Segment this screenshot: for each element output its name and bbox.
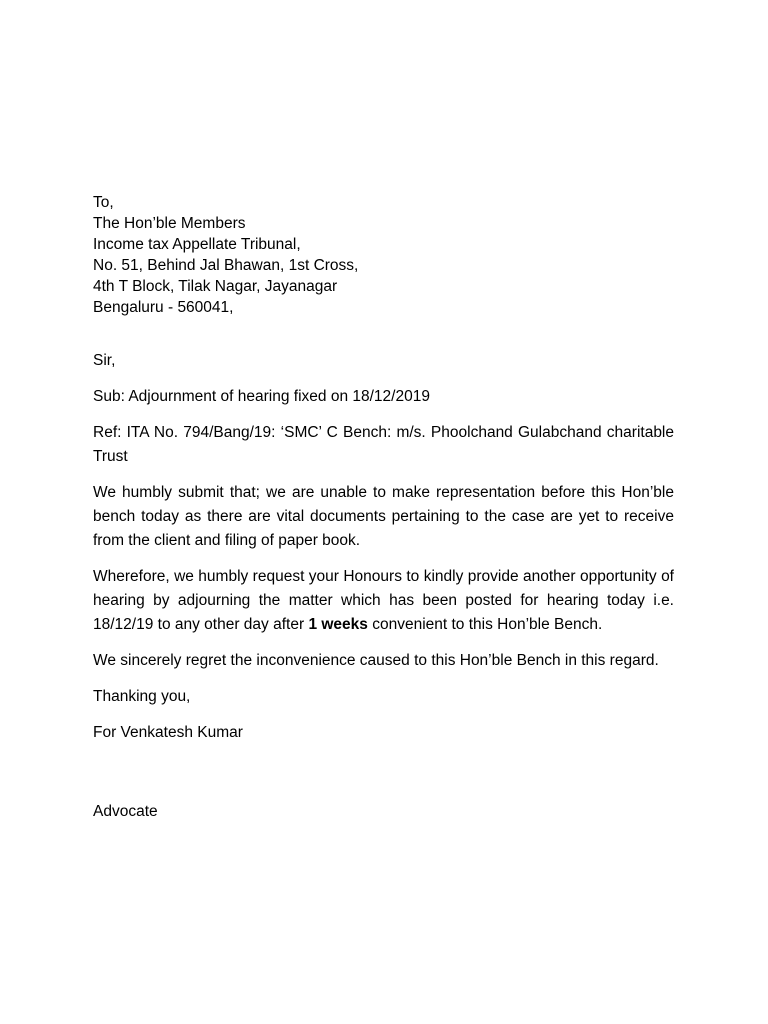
address-line: To, [93,194,114,211]
recipient-address [93,192,674,318]
paragraph-submission: We humbly submit that; we are unable to make representation before this Hon’ble bench today as there are vital documents pertaining to the case are yet to receive from the client and filing of paper book. [93,484,674,549]
address-line: The Hon’ble Members [93,215,246,232]
request-text-before: Wherefore, we humbly request your Honours to kindly provide another opportunity of hearing by adjourning the matter which has been posted for hearing today i.e. 18/12/19 to any other day after [93,568,674,633]
closing: Thanking you, [93,688,191,705]
signatory: For Venkatesh Kumar [93,724,243,741]
reference-line: Ref: ITA No. 794/Bang/19: ‘SMC’ C Bench: m/s. Phoolchand Gulabchand charitable Trust [93,424,674,465]
address-line: Income tax Appellate Tribunal, [93,236,301,253]
paragraph-request [93,565,674,637]
request-text-after: convenient to this Hon’ble Bench. [367,616,603,633]
designation: Advocate [93,803,158,820]
letter-page [93,192,674,824]
address-line: 4th T Block, Tilak Nagar, Jayanagar [93,278,338,295]
subject-line: Sub: Adjournment of hearing fixed on 18/12/2019 [93,388,430,405]
salutation: Sir, [93,352,116,369]
address-line: No. 51, Behind Jal Bhawan, 1st Cross, [93,257,359,274]
request-text-bold: 1 weeks [308,616,368,633]
address-line: Bengaluru - 560041, [93,299,234,316]
paragraph-regret: We sincerely regret the inconvenience caused to this Hon’ble Bench in this regard. [93,652,659,669]
